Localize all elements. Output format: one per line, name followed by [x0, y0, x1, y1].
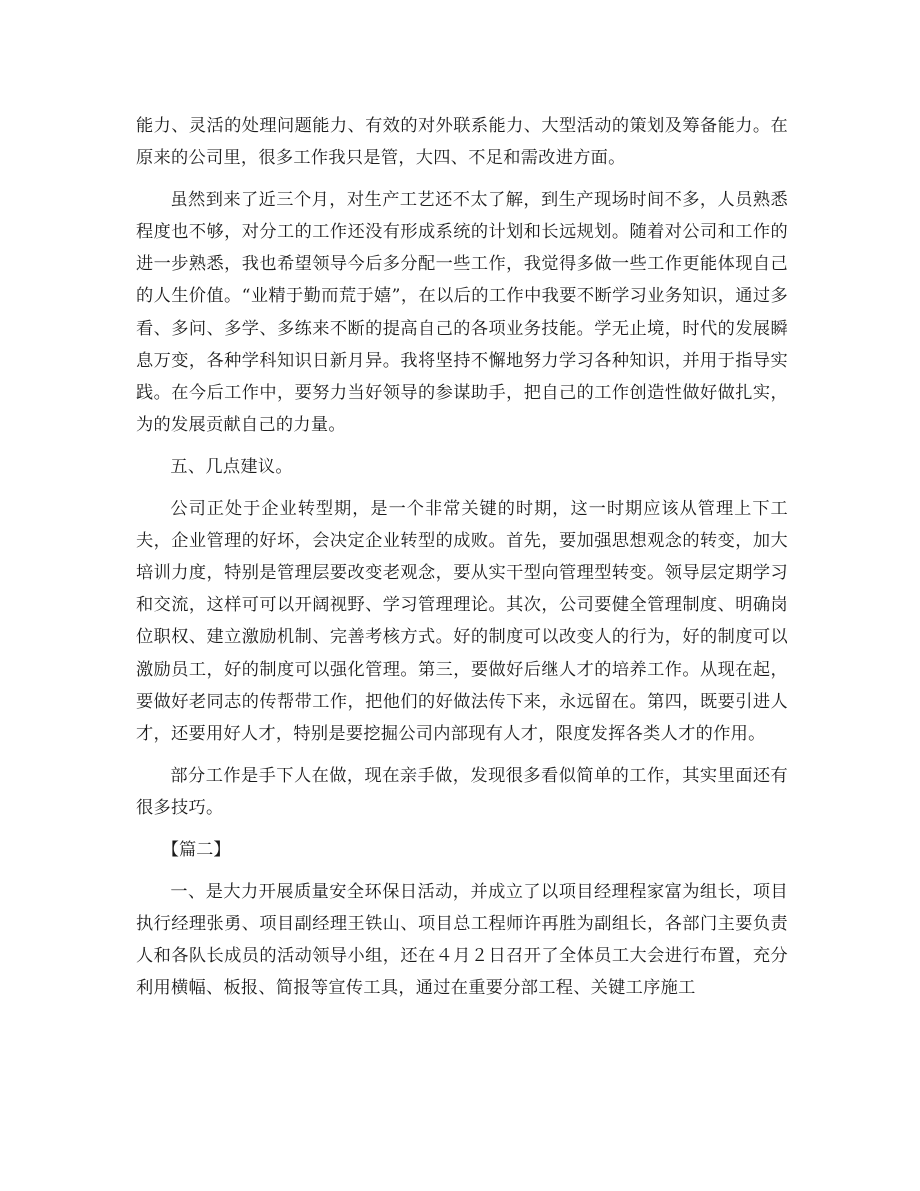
- paragraph-2: 虽然到来了近三个月，对生产工艺还不太了解，到生产现场时间不多，人员熟悉程度也不够，对分工的工作还没有形成系统的计划和长远规划。随着对公司和工作的进一步熟悉，我也希望领导今后多分配一些工作，我觉得多做一些工作更能体现自己的人生价值。“业精于勤而荒于嬉”，在以后的工作中我要不断学习业务知识，通过多看、多问、多学、多练来不断的提高自己的各项业务技能。学无止境，时代的发展瞬息万变，各种学科知识日新月异。我将坚持不懈地努力学习各种知识，并用于指导实践。在今后工作中，要努力当好领导的参谋助手，把自己的工作创造性做好做扎实，为的发展贡献自己的力量。: [136, 190, 788, 435]
- document-page: [136, 110, 788, 1004]
- paragraph-4: 部分工作是手下人在做，现在亲手做，发现很多看似简单的工作，其实里面还有很多技巧。: [136, 765, 788, 818]
- paragraph-5: 一、是大力开展质量安全环保日活动，并成立了以项目经理程家富为组长，项目执行经理张勇、项目副经理王铁山、项目总工程师许再胜为副组长，各部门主要负责人和各队长成员的活动领导小组，还在４月２日召开了全体员工大会进行布置，充分利用横幅、板报、简报等宣传工具，通过在重要分部工程、关键工序施工: [136, 882, 788, 999]
- paragraph-3: 公司正处于企业转型期，是一个非常关键的时期，这一时期应该从管理上下工夫，企业管理的好坏，会决定企业转型的成败。首先，要加强思想观念的转变，加大培训力度，特别是管理层要改变老观念，要从实干型向管理型转变。领导层定期学习和交流，这样可可以开阔视野、学习管理理论。其次，公司要健全管理制度、明确岗位职权、建立激励机制、完善考核方式。好的制度可以改变人的行为，好的制度可以激励员工，好的制度可以强化管理。第三，要做好后继人才的培养工作。从现在起，要做好老同志的传帮带工作，把他们的好做法传下来，永远留在。第四，既要引进人才，还要用好人才，特别是要挖掘公司内部现有人才，限度发挥各类人才的作用。: [136, 499, 788, 744]
- chapter-heading-part-two: 【篇二】: [161, 839, 231, 860]
- section-heading-suggestions: 五、几点建议。: [170, 456, 293, 477]
- paragraph-1: 能力、灵活的处理问题能力、有效的对外联系能力、大型活动的策划及筹备能力。在原来的公司里，很多工作我只是管，大四、不足和需改进方面。: [136, 116, 788, 169]
